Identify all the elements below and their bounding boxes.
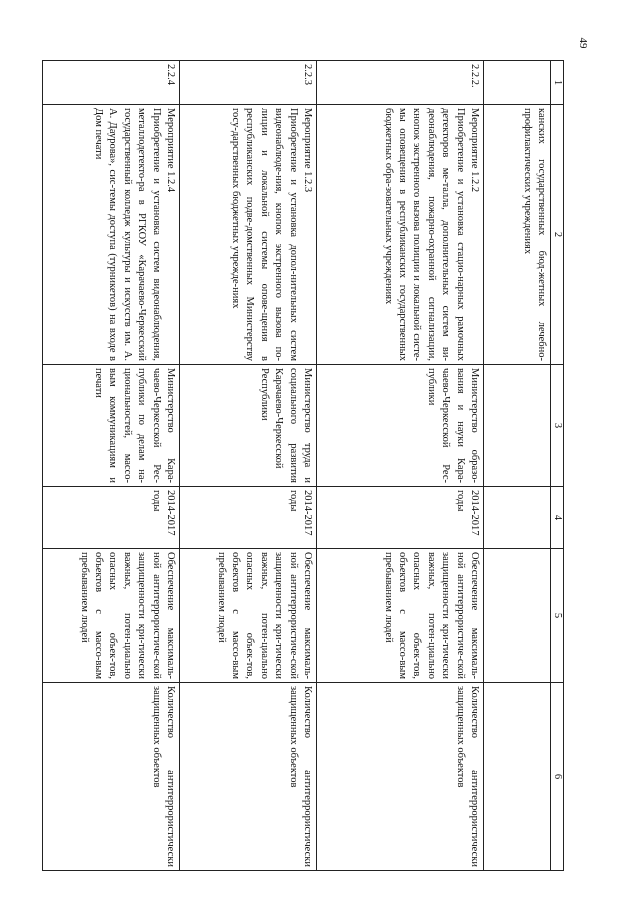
event-description: Приобретение и установка допол-нительных систем видеонаблюде-ния, кнопок экстренного вызова по-лиции и локальной системы опове-щения в республиканских подве-домственных Министерству госу-дарственных бюджетных учрежде-ниях <box>229 108 299 361</box>
program-table <box>42 60 564 871</box>
event-description: канских государственных бюд-жетных лечебно-профилактических учреждениях <box>521 108 547 361</box>
executor-cell: Министерство труда и социального развития Карачаево-Черкесской Республики <box>180 365 317 487</box>
header-cell: 5 <box>551 549 564 683</box>
indicator-cell <box>484 683 551 871</box>
table-row <box>317 61 484 871</box>
period-cell: 2014-2017 годы <box>43 487 180 549</box>
row-number: 2.2.4 <box>43 61 180 105</box>
event-cell <box>317 105 484 365</box>
table-row <box>180 61 317 871</box>
header-cell: 2 <box>551 105 564 365</box>
table-row <box>484 61 551 871</box>
event-cell <box>180 105 317 365</box>
table-row <box>43 61 180 871</box>
header-cell: 1 <box>551 61 564 105</box>
header-cell: 4 <box>551 487 564 549</box>
result-cell <box>484 549 551 683</box>
result-cell: Обеспечение максималь-ной антитеррористиче-ской защищенности кри-тически важных, потен-циально опасных объек-тов, объектов с массо-вым пребыванием людей <box>317 549 484 683</box>
row-number: 2.2.2. <box>317 61 484 105</box>
table-header-row <box>551 61 564 871</box>
page-number: 49 <box>577 37 589 49</box>
period-cell: 2014-2017 годы <box>180 487 317 549</box>
executor-cell: Министерство Кара-чаево-Черкесской Рес-публики по делам на-циональностей, массо-вым коммуникациям и печати <box>43 365 180 487</box>
period-cell <box>484 487 551 549</box>
indicator-cell: Количество антитеррористически защищенных объектов <box>43 683 180 871</box>
row-number: 2.2.3 <box>180 61 317 105</box>
event-description: Приобретение и установка систем видеонаблюдения, металлодетекто-ра в РГКОУ «Карачаево-Черкесский государственный колледж культуры и искусств им. А. А. Даурова», сис-темы доступа (турникетов) на входе в Дом печати <box>92 108 162 361</box>
result-cell: Обеспечение максималь-ной антитеррористиче-ской защищенности кри-тически важных, потен-циально опасных объек-тов, объектов с массо-вым пребыванием людей <box>43 549 180 683</box>
event-title: Мероприятие 1.2.3 <box>302 108 313 193</box>
executor-cell: Министерство образо-вания и науки Кара-чаево-Черкесской Рес-публики <box>317 365 484 487</box>
header-cell: 6 <box>551 683 564 871</box>
executor-cell <box>484 365 551 487</box>
event-cell <box>484 105 551 365</box>
result-cell: Обеспечение максималь-ной антитеррористиче-ской защищенности кри-тически важных, потен-циально опасных объек-тов, объектов с массо-вым пребыванием людей <box>180 549 317 683</box>
row-number <box>484 61 551 105</box>
header-cell: 3 <box>551 365 564 487</box>
event-title: Мероприятие 1.2.2 <box>469 108 480 193</box>
period-cell: 2014-2017 годы <box>317 487 484 549</box>
indicator-cell: Количество антитеррористически защищенных объектов <box>317 683 484 871</box>
document-page <box>78 60 564 870</box>
event-cell <box>43 105 180 365</box>
event-title: Мероприятие 1.2.4 <box>165 108 176 193</box>
event-description: Приобретение и установка стацио-нарных рамочных детекторов ме-талла, дополнительных систем ви-деонаблюдения, пожарно-охранной сигнализации, кнопок экстренного вызова полиции и локальной систе-мы оповещения в республиканских государственных бюджетных обра-зовательных учреждениях <box>382 108 466 361</box>
indicator-cell: Количество антитеррористически защищенных объектов <box>180 683 317 871</box>
